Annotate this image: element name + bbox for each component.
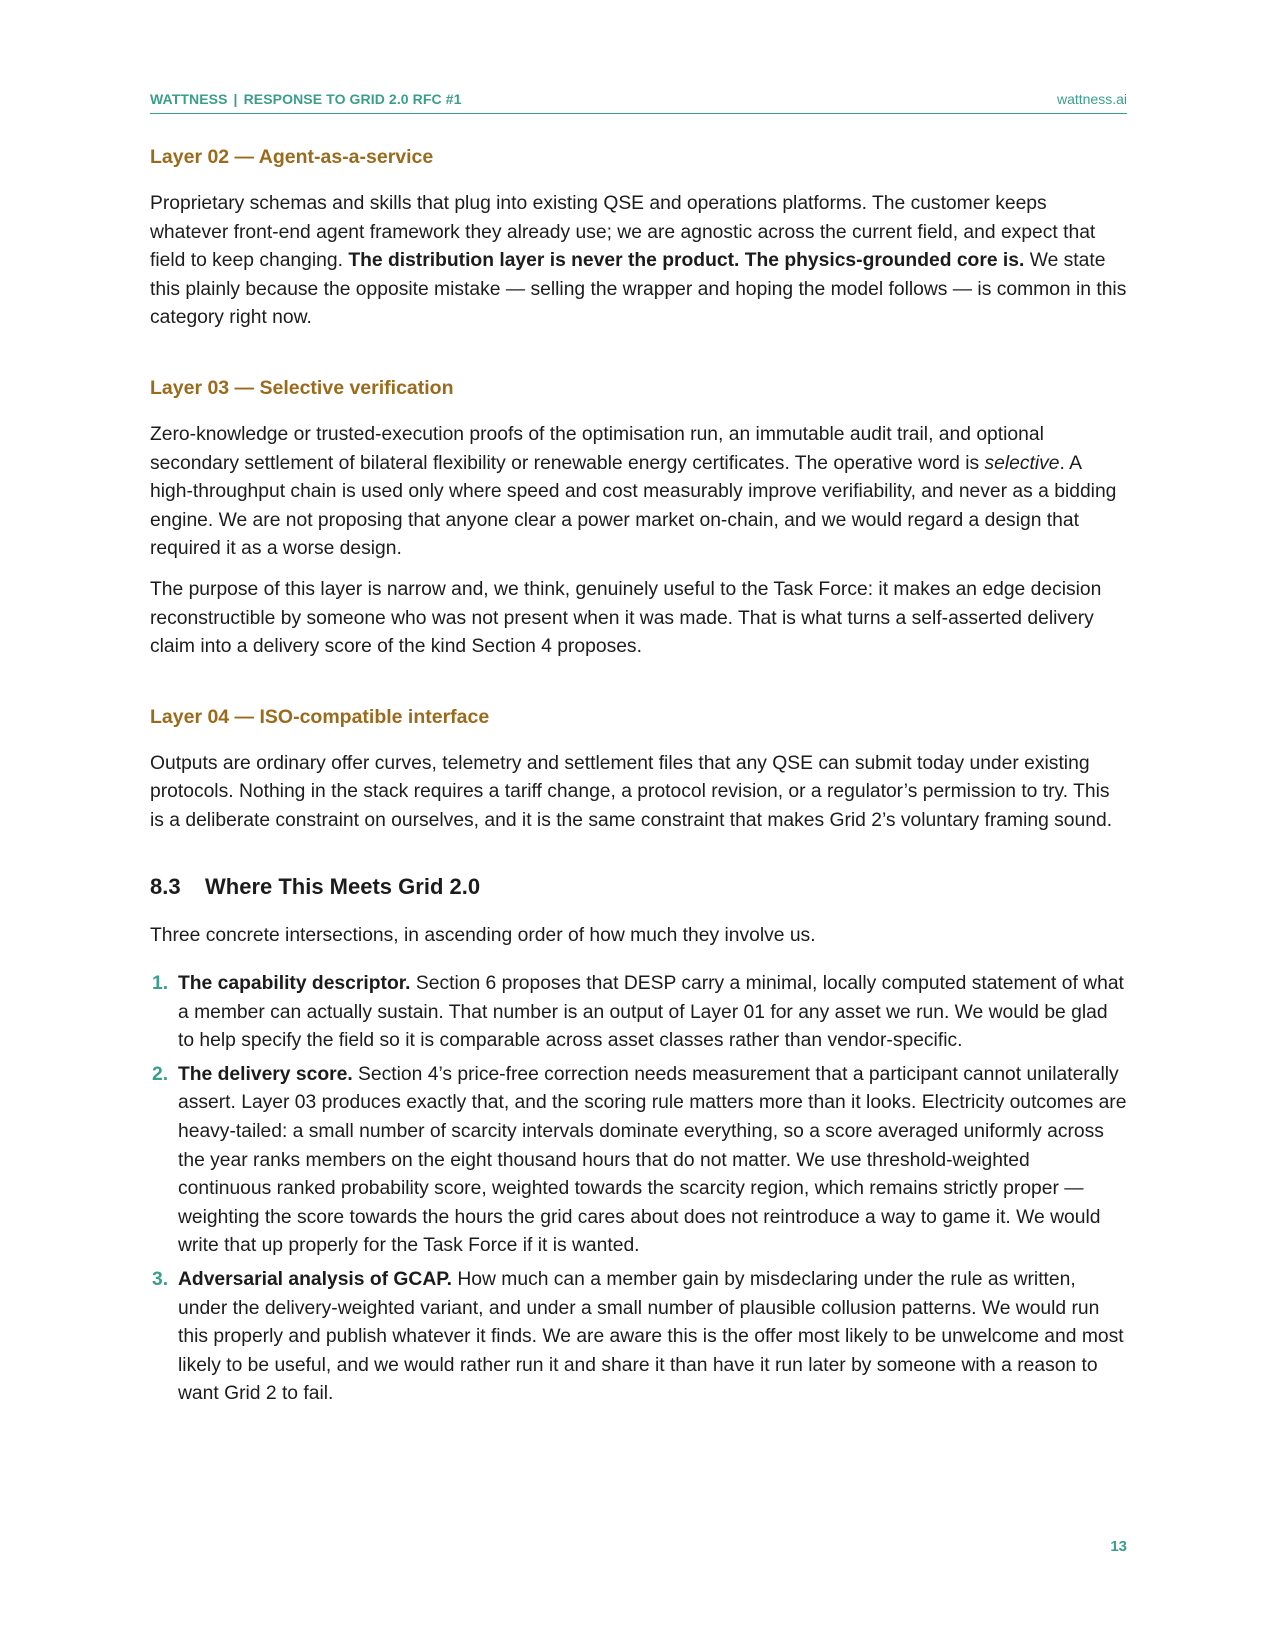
layer-02-heading: Layer 02 — Agent-as-a-service xyxy=(150,146,434,168)
list-marker: 2. xyxy=(152,1063,169,1085)
layer-03-italic: selective xyxy=(984,452,1060,474)
list-marker: 1. xyxy=(152,973,169,995)
list-item-lead: Adversarial analysis of GCAP. xyxy=(178,1269,452,1291)
layer-04-heading: Layer 04 — ISO-compatible interface xyxy=(150,705,490,728)
list-item-lead: The capability descriptor. xyxy=(178,973,411,995)
layer-02-text-a: Proprietary schemas and skills that plug into existing QSE and operations platforms. The customer keeps whatever front-end agent framework they already use; we are agnostic across the current field, and expect that field to keep changing. xyxy=(150,193,1096,272)
header-title xyxy=(150,91,462,107)
list-item xyxy=(150,970,1127,1056)
page-content xyxy=(150,130,1127,1414)
list-item-text: Section 4’s price-free correction needs measurement that a participant cannot unilaterally assert. Layer 03 produces exactly that, and the scoring rule matters more than it looks. Electricity outcomes are heavy-tailed: a small number of scarcity intervals dominate everything, so a score averaged uniformly across the year ranks members on the eight thousand hours that do not matter. We use threshold-weighted continuous ranked probability score, weighted towards the scarcity region, which remains strictly proper — weighting the score towards the hours the grid cares about does not reintroduce a way to game it. We would write that up properly for the Task Force if it is wanted. xyxy=(178,1063,1127,1257)
layer-03-text-a: Zero-knowledge or trusted-execution proofs of the optimisation run, an immutable audit trail, and optional secondary settlement of bilateral flexibility or renewable energy certificates. The operative word is xyxy=(150,423,1044,474)
header-brand: WATTNESS xyxy=(150,91,228,107)
section-title: Where This Meets Grid 2.0 xyxy=(205,873,481,899)
list-item-text: How much can a member gain by misdeclaring under the rule as written, under the delivery-weighted variant, and under a small number of plausible collusion patterns. We would run this properly and publish whatever it finds. We are aware this is the offer most likely to be unwelcome and most likely to be useful, and we would rather run it and share it than have it run later by someone with a reason to want Grid 2 to fail. xyxy=(178,1269,1124,1405)
layer-03-heading: Layer 03 — Selective verification xyxy=(150,376,454,399)
running-header xyxy=(150,91,1127,114)
layer-02-paragraph xyxy=(150,190,1127,333)
list-item-text: Section 6 proposes that DESP carry a minimal, locally computed statement of what a member can actually sustain. That number is an output of Layer 01 for any asset we run. We would be glad to help specify the field so it is comparable across asset classes rather than vendor-specific. xyxy=(178,973,1124,1052)
list-item xyxy=(150,1266,1127,1409)
header-document-title: RESPONSE TO GRID 2.0 RFC #1 xyxy=(243,91,462,107)
document-page xyxy=(150,0,1127,1650)
list-marker: 3. xyxy=(152,1269,169,1291)
intersections-list xyxy=(150,970,1127,1409)
page-number: 13 xyxy=(1110,1538,1127,1555)
layer-04-paragraph: Outputs are ordinary offer curves, telemetry and settlement files that any QSE can submit today under existing protocols. Nothing in the stack requires a tariff change, a protocol revision, or a regulator’s permission to try. This is a deliberate constraint on ourselves, and it is the same constraint that makes Grid 2’s voluntary framing sound. xyxy=(150,752,1113,831)
section-intro: Three concrete intersections, in ascending order of how much they involve us. xyxy=(150,924,816,946)
layer-03-paragraph-1 xyxy=(150,421,1127,564)
layer-03-paragraph-2: The purpose of this layer is narrow and, we think, genuinely useful to the Task Force: it makes an edge decision reconstructible by someone who was not present when it was made. That is what turns a self-asserted delivery claim into a delivery score of the kind Section 4 proposes. xyxy=(150,578,1102,658)
list-item-lead: The delivery score. xyxy=(178,1063,353,1085)
header-url: wattness.ai xyxy=(1056,91,1127,107)
layer-03-text-b: . A high-throughput chain is used only where speed and cost measurably improve verifiability, and never as a bidding engine. We are not proposing that anyone clear a power market on-chain, and we would regard a design that required it as a worse design. xyxy=(150,452,1117,560)
section-number: 8.3 xyxy=(150,873,181,899)
section-heading xyxy=(150,872,1127,902)
header-separator: | xyxy=(233,91,238,107)
layer-02-emphasis: The distribution layer is never the product. The physics-grounded core is. xyxy=(348,250,1025,272)
layer-02-text-b: We state this plainly because the opposite mistake — selling the wrapper and hoping the model follows — is common in this category right now. xyxy=(150,250,1127,329)
list-item xyxy=(150,1061,1127,1261)
